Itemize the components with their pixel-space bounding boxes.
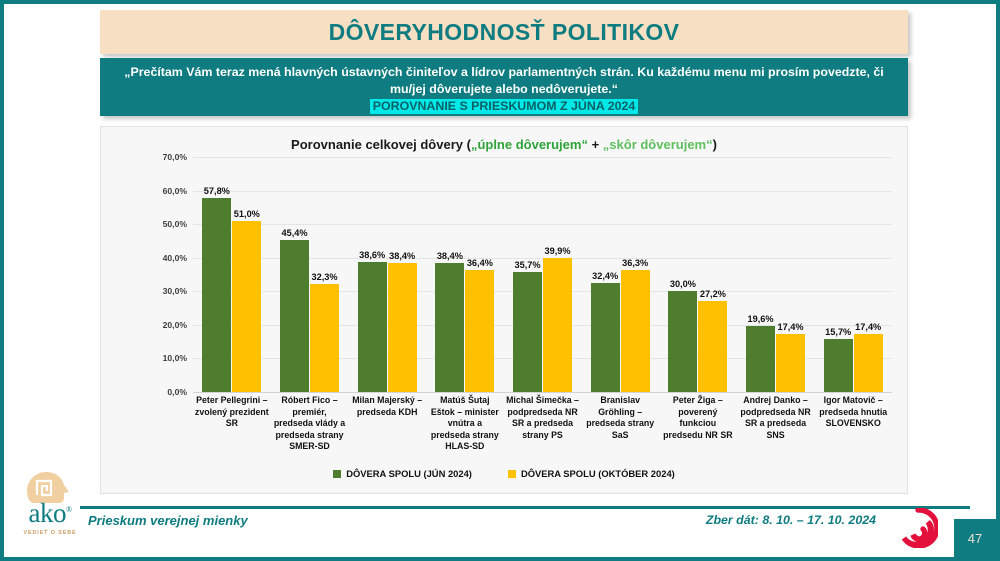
bar[interactable]	[280, 227, 309, 392]
gridline	[193, 392, 892, 393]
chart-title-prefix: Porovnanie celkovej dôvery (	[291, 137, 471, 152]
bar[interactable]	[776, 321, 805, 392]
bar-value-label: 27,2%	[699, 288, 726, 299]
ako-wordmark: ako®	[28, 498, 72, 528]
legend-label: DÔVERA SPOLU (JÚN 2024)	[346, 468, 472, 479]
bar-value-label: 32,4%	[592, 271, 619, 282]
bar-group	[504, 157, 582, 392]
comparison-highlight: POROVNANIE S PRIESKUMOM Z JÚNA 2024	[370, 99, 639, 114]
bar-value-label: 38,6%	[359, 250, 386, 261]
chart-title-green2: „skôr dôverujem“	[602, 137, 713, 152]
bar[interactable]	[591, 271, 620, 392]
bar[interactable]	[698, 288, 727, 392]
bar-group	[737, 157, 815, 392]
x-axis	[193, 395, 892, 453]
bar-value-label: 45,4%	[281, 227, 308, 238]
bar[interactable]	[746, 314, 775, 392]
bar-value-label: 36,4%	[466, 257, 493, 268]
question-band	[100, 58, 908, 116]
x-axis-category-label: Igor Matovič – predseda hnutia SLOVENSKO	[819, 395, 888, 429]
chart-legend	[101, 468, 907, 479]
bar-group	[814, 157, 892, 392]
x-axis-category-label: Peter Žiga – poverený funkciou predsedu NR SR	[663, 395, 733, 440]
bar[interactable]	[513, 260, 542, 392]
bar[interactable]	[358, 250, 387, 392]
bar-value-label: 15,7%	[825, 327, 852, 338]
footer-left-text: Prieskum verejnej mienky	[88, 513, 248, 528]
bar[interactable]	[824, 327, 853, 392]
ako-tagline: VEDIEŤ O SEBE	[23, 530, 77, 536]
x-axis-category-label: Peter Pellegrini – zvolený prezident SR	[194, 395, 269, 429]
registered-icon: ®	[65, 505, 72, 514]
legend-label: DÔVERA SPOLU (OKTÓBER 2024)	[520, 468, 675, 479]
legend-item[interactable]	[508, 468, 675, 479]
bar-value-label: 35,7%	[514, 260, 541, 271]
bar-value-label: 36,3%	[622, 258, 649, 269]
chart-title	[101, 137, 907, 152]
bar-group	[348, 157, 426, 392]
bar[interactable]	[854, 321, 883, 392]
bar-value-label: 17,4%	[777, 321, 804, 332]
legend-item[interactable]	[333, 468, 472, 479]
legend-swatch	[508, 470, 516, 478]
x-axis-category-label: Milan Majerský – predseda KDH	[352, 395, 423, 417]
page-number-badge: 47	[954, 519, 996, 557]
bar[interactable]	[543, 246, 572, 392]
bar-group	[271, 157, 349, 392]
footer-right-text: Zber dát: 8. 10. – 17. 10. 2024	[705, 513, 876, 527]
bar-value-label: 38,4%	[389, 251, 416, 262]
chart-panel	[100, 126, 908, 494]
bar-value-label: 38,4%	[436, 251, 463, 262]
x-axis-category-label: Andrej Danko – podpredseda NR SR a predseda SNS	[740, 395, 811, 440]
bar[interactable]	[388, 251, 417, 392]
y-axis-tick-label: 30,0%	[162, 286, 187, 297]
y-axis-tick-label: 10,0%	[162, 353, 187, 364]
bar-value-label: 51,0%	[233, 208, 260, 219]
y-axis-tick-label: 20,0%	[162, 319, 187, 330]
question-text: „Prečítam Vám teraz mená hlavných ústavných činiteľov a lídrov parlamentných strán. Ku každému menu mi prosím povedzte, či mu/jej dôverujete alebo nedôverujete.“	[124, 65, 884, 96]
bar-value-label: 19,6%	[747, 314, 774, 325]
bar-value-label: 17,4%	[855, 321, 882, 332]
bar[interactable]	[435, 251, 464, 392]
plot-area	[147, 152, 892, 462]
y-axis-tick-label: 70,0%	[162, 152, 187, 162]
chart-title-green1: „úplne dôverujem“	[470, 137, 588, 152]
bar-value-label: 30,0%	[669, 279, 696, 290]
bar[interactable]	[668, 279, 697, 392]
bar[interactable]	[465, 257, 494, 392]
bar-value-label: 32,3%	[311, 271, 338, 282]
chart-title-suffix: )	[712, 137, 717, 152]
y-axis-tick-label: 60,0%	[162, 185, 187, 196]
spiral-logo-icon	[898, 508, 938, 548]
y-axis	[147, 152, 191, 397]
bar[interactable]	[232, 208, 261, 392]
bar[interactable]	[202, 185, 231, 392]
footer-divider	[80, 506, 970, 509]
bar-group	[581, 157, 659, 392]
legend-swatch	[333, 470, 341, 478]
chart-title-plus: +	[587, 137, 603, 152]
bar[interactable]	[310, 271, 339, 392]
bar-value-label: 39,9%	[544, 246, 571, 257]
y-axis-tick-label: 0,0%	[167, 387, 187, 397]
x-axis-category-label: Matúš Šutaj Eštok – minister vnútra a predseda strany HLAS-SD	[430, 395, 499, 452]
bar-group	[193, 157, 271, 392]
y-axis-tick-label: 50,0%	[162, 219, 187, 230]
y-axis-tick-label: 40,0%	[162, 252, 187, 263]
bar-group	[659, 157, 737, 392]
page-title: DÔVERYHODNOSŤ POLITIKOV	[328, 18, 680, 45]
ako-logo	[16, 470, 82, 552]
slide-title-band	[100, 10, 908, 54]
x-axis-category-label: Michal Šimečka – podpredseda NR SR a predseda strany PS	[506, 395, 579, 440]
bar-value-label: 57,8%	[203, 185, 230, 196]
bar-groups	[193, 157, 892, 392]
bar-group	[426, 157, 504, 392]
bar[interactable]	[621, 258, 650, 392]
x-axis-category-label: Branislav Gröhling – predseda strany SaS	[586, 395, 655, 440]
x-axis-category-label: Róbert Fico – premiér, predseda vlády a predseda strany SMER-SD	[273, 395, 346, 452]
